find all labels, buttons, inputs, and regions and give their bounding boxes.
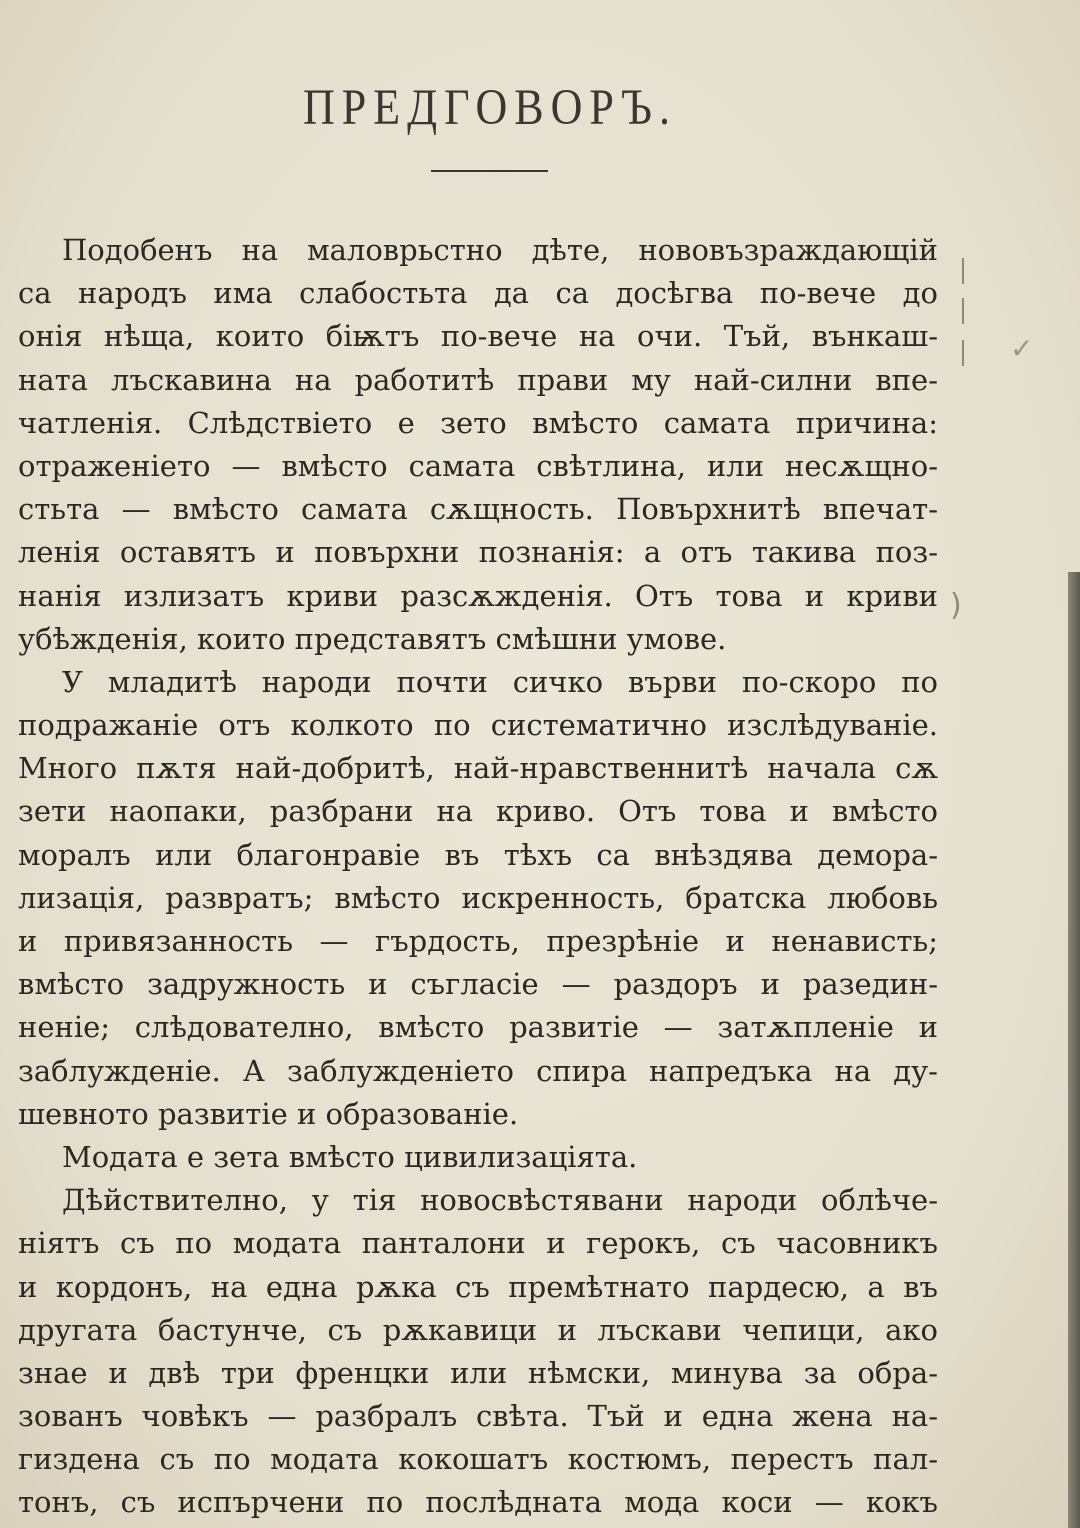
text-line: неніе; слѣдователно, вмѣсто развитіе — затѫпленіе и — [18, 1010, 938, 1045]
text-line: убѣжденія, които представятъ смѣшни умове. — [18, 621, 727, 656]
text-line: шевното развитіе и образованіе. — [18, 1096, 519, 1131]
body-text — [18, 229, 938, 1525]
margin-line — [962, 258, 964, 284]
text-line: и привязанность — гърдость, презрѣніе и ненависть; — [18, 924, 938, 958]
page-title: ПРЕДГОВОРЪ. — [303, 79, 677, 136]
text-line: заблужденіе. А заблужденіето спира напредъка на ду- — [18, 1053, 938, 1088]
text-line: и кордонъ, на една рѫка съ премѣтнато пардесю, а въ — [18, 1269, 938, 1304]
margin-line — [962, 340, 964, 366]
text-line: Много пѫтя най-добритѣ, най-нравственнитѣ начала сѫ — [18, 751, 938, 786]
text-line: стьта — вмѣсто самата сѫщность. Повърхнитѣ впечат- — [18, 492, 938, 527]
text-line: зованъ човѣкъ — разбралъ свѣта. Тъй и една жена на- — [18, 1399, 938, 1434]
text-line: тонъ, съ испърчени по послѣдната мода коси — кокъ — [18, 1485, 938, 1520]
text-line: вмѣсто задружность и съгласіе — раздоръ и разедин- — [18, 967, 938, 1002]
text-line: Подобенъ на маловрьстно дѣте, нововъзраждающій — [62, 233, 938, 267]
margin-line — [962, 298, 964, 324]
text-line: Дѣйствително, у тія новосвѣстявани народи облѣче- — [62, 1183, 938, 1218]
text-line: У младитѣ народи почти сичко върви по-скоро по — [62, 664, 938, 699]
text-line: ніятъ съ по модата панталони и герокъ, съ часовникъ — [18, 1226, 938, 1261]
text-line: ленія оставятъ и повърхни познанія: а отъ такива поз- — [18, 535, 938, 570]
title-divider — [431, 170, 548, 172]
text-line: чатленія. Слѣдствіето е зето вмѣсто самата причина: — [18, 405, 938, 440]
text-line: ната лъскавина на работитѣ прави му най-силни впе- — [18, 362, 938, 397]
text-line: нанія излизатъ криви разсѫжденія. Отъ това и криви — [18, 578, 938, 613]
text-line: са народъ има слабостьта да са досѣгва по-вече до — [18, 276, 938, 311]
text-line: подражаніе отъ колкото по систематично изслѣдуваніе. — [18, 708, 938, 743]
text-line: Модата е зета вмѣсто цивилизаціята. — [62, 1139, 638, 1174]
text-line: зети наопаки, разбрани на криво. Отъ това и вмѣсто — [18, 794, 938, 829]
text-line: лизація, развратъ; вмѣсто искренность, братска любовь — [18, 880, 938, 915]
check-mark-icon: ✓ — [1010, 332, 1034, 365]
text-line: онія нѣща, които біѭтъ по-вече на очи. Тъй, вънкаш- — [18, 319, 938, 354]
text-line: знае и двѣ три френцки или нѣмски, минува за обра- — [18, 1355, 938, 1390]
book-binding-edge — [1068, 572, 1080, 1528]
text-line: моралъ или благонравіе въ тѣхъ са внѣздява демора- — [18, 837, 938, 872]
text-line: отраженіето — вмѣсто самата свѣтлина, или несѫщно- — [18, 448, 938, 483]
text-line: гиздена съ по модата кокошатъ костюмъ, перестъ пал- — [18, 1442, 938, 1477]
margin-bracket: ) — [950, 588, 962, 623]
text-line: другата бастунче, съ рѫкавици и лъскави чепици, ако — [18, 1312, 938, 1347]
